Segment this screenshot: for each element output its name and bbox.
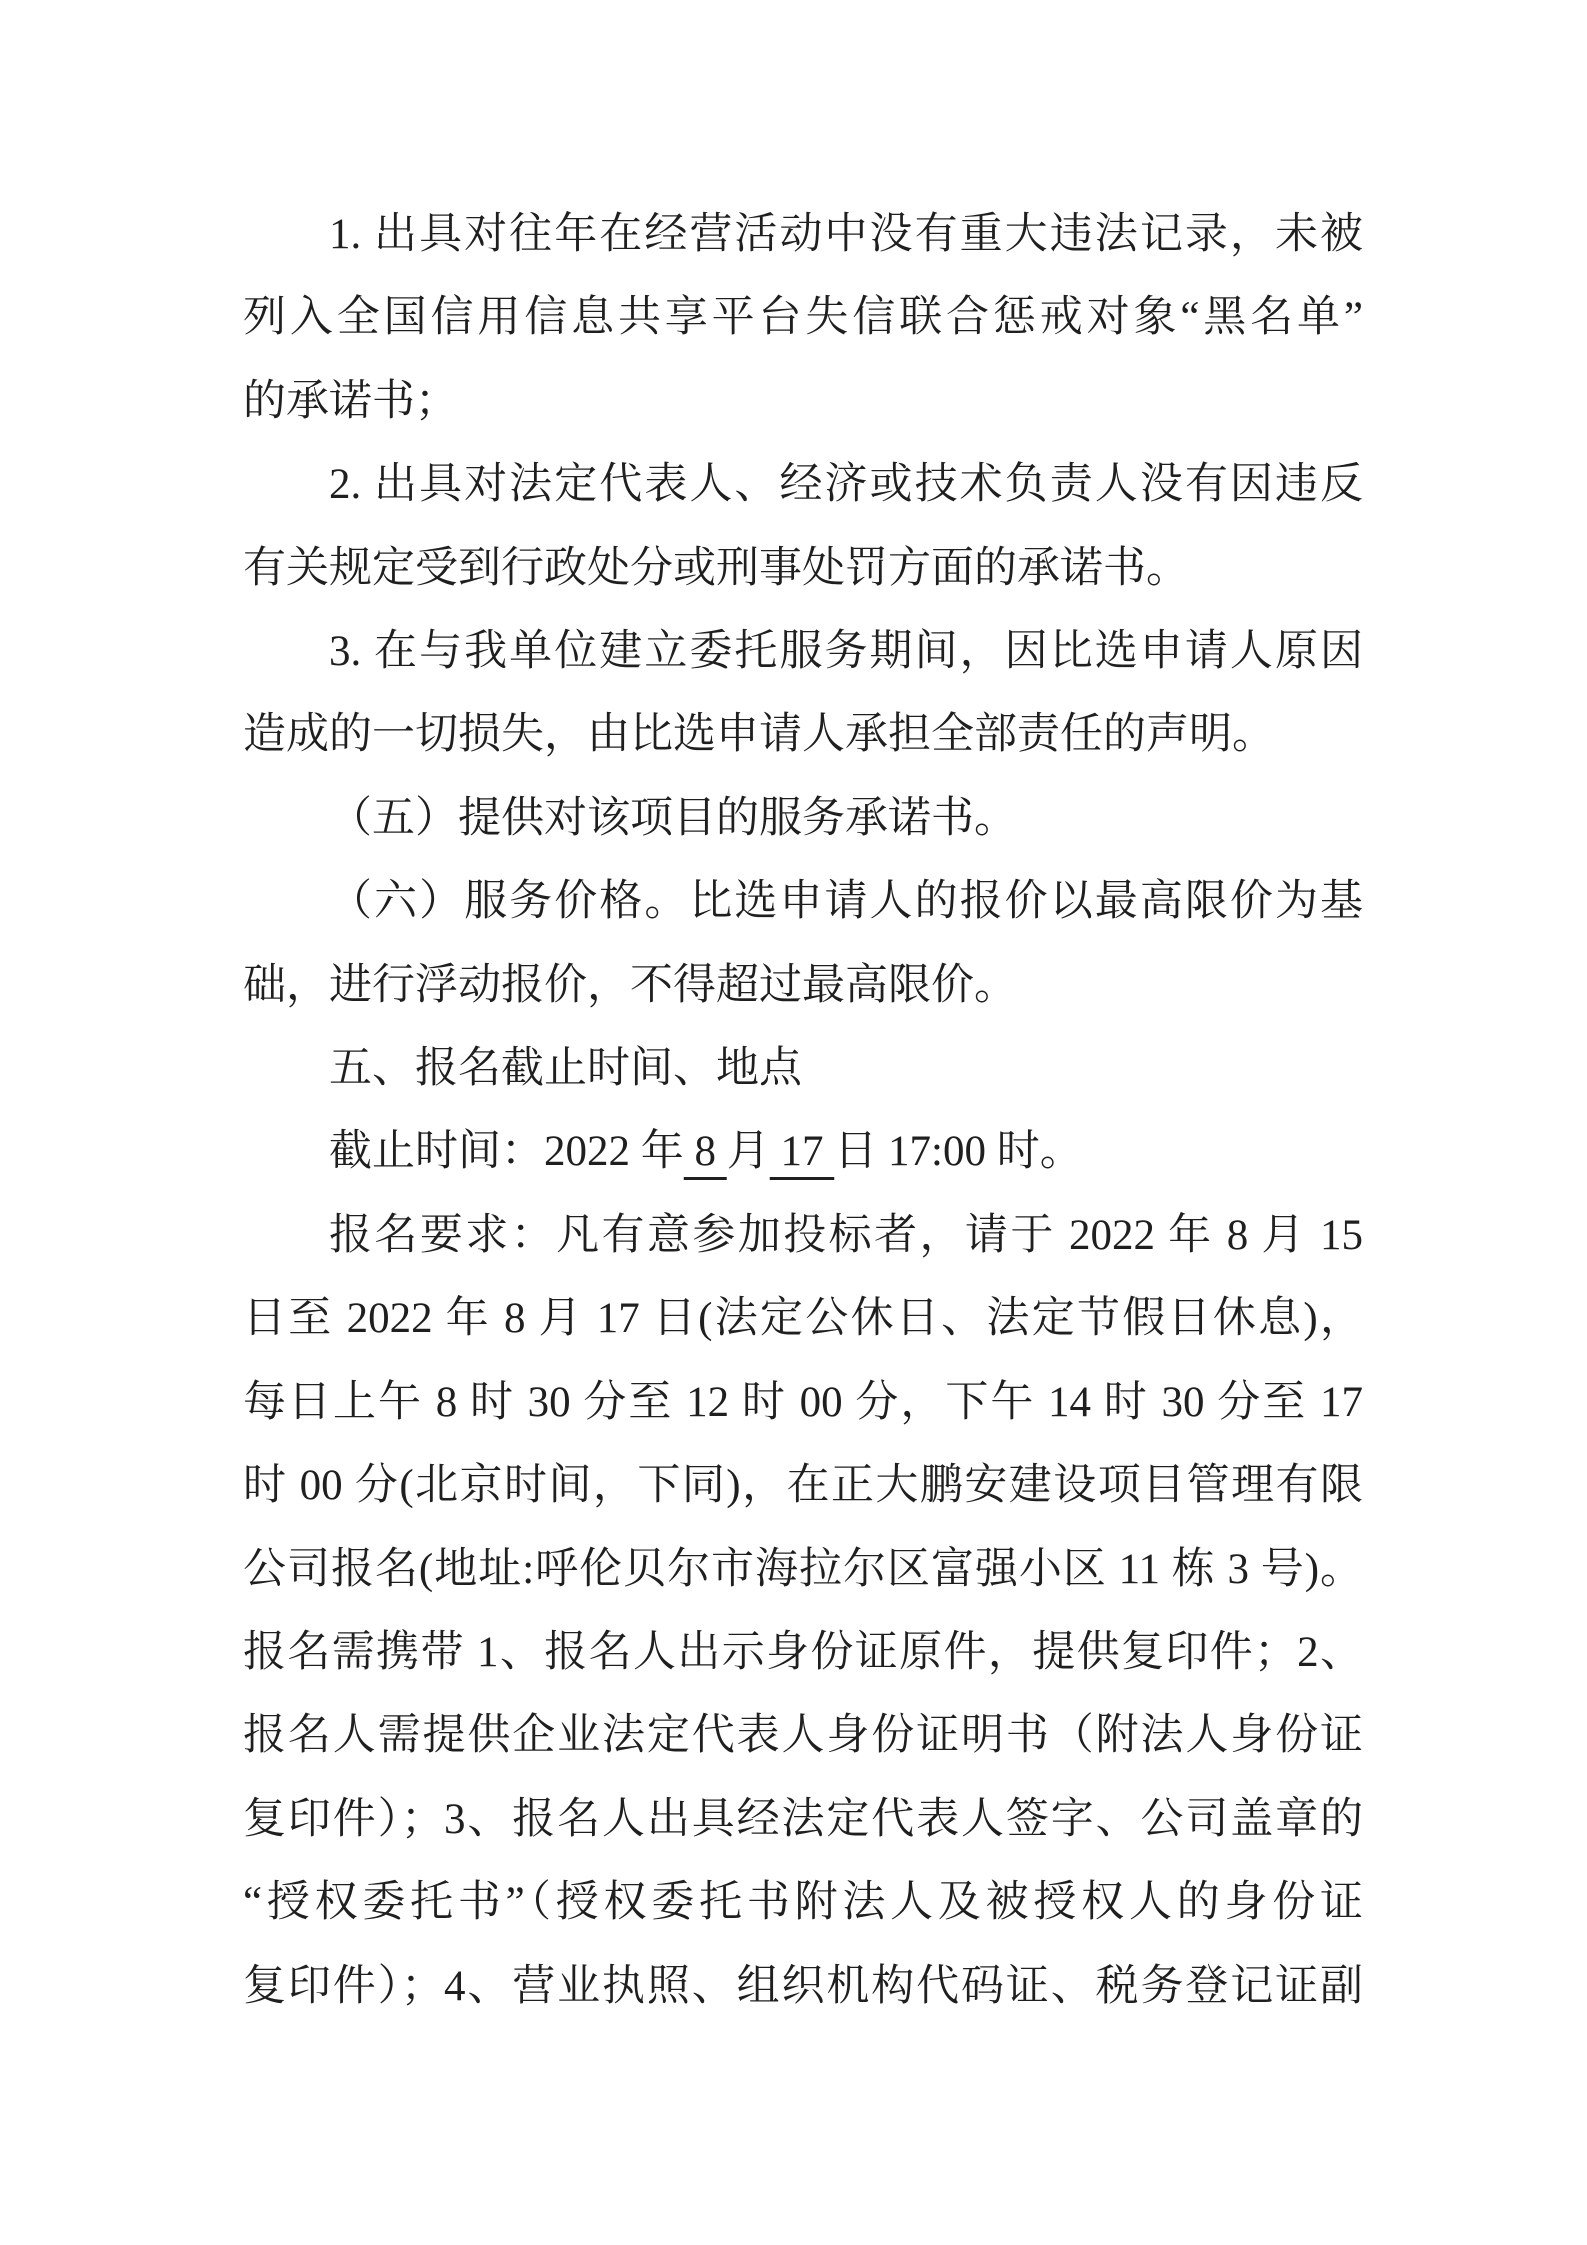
text-line: [243, 1694, 1363, 1777]
text-segment: “授权委托书”（授权委托书附法人及被授权人的身份证: [243, 1879, 1363, 1927]
text-line: [243, 1277, 1363, 1360]
text-segment: 月: [726, 1128, 770, 1176]
text-segment: （六）服务价格。比选申请人的报价以最高限价为基: [329, 878, 1363, 926]
text-segment: 报名需携带 1、报名人出示身份证原件，提供复印件；2、: [243, 1628, 1363, 1676]
text-segment: 列入全国信用信息共享平台失信联合惩戒对象“黑名单”: [243, 294, 1363, 342]
text-line: [243, 1861, 1363, 1944]
text-line: [243, 1444, 1363, 1527]
text-segment: 报名要求：凡有意参加投标者，请于 2022 年 8 月 15: [329, 1211, 1363, 1259]
text-line: [243, 443, 1363, 526]
text-segment: 有关规定受到行政处分或刑事处罚方面的承诺书。: [243, 544, 1189, 592]
text-line: [243, 1110, 1363, 1193]
text-segment: 截止时间：2022 年: [329, 1128, 684, 1176]
text-line: [243, 527, 1363, 610]
text-line: [243, 693, 1363, 776]
text-line: [243, 360, 1363, 443]
text-segment: 日至 2022 年 8 月 17 日(法定公休日、法定节假日休息)，: [243, 1295, 1363, 1343]
text-segment: 复印件）；4、营业执照、组织机构代码证、税务登记证副: [243, 1962, 1363, 2010]
text-segment: 2. 出具对法定代表人、经济或技术负责人没有因违反: [329, 461, 1363, 509]
text-segment: 日 17:00 时。: [834, 1128, 1083, 1176]
text-line: [243, 777, 1363, 860]
text-line: [243, 1194, 1363, 1277]
text-segment: （五）提供对该项目的服务承诺书。: [329, 794, 1017, 842]
text-line: [243, 610, 1363, 693]
text-line: [243, 1361, 1363, 1444]
text-segment: 的承诺书；: [243, 377, 458, 425]
underlined-fill-in-text: 8: [683, 1128, 727, 1176]
text-segment: 1. 出具对往年在经营活动中没有重大违法记录，未被: [329, 211, 1363, 258]
text-line: [243, 276, 1363, 359]
text-segment: 每日上午 8 时 30 分至 12 时 00 分，下午 14 时 30 分至 17: [243, 1378, 1363, 1426]
document-body: [243, 193, 1363, 2028]
text-line: [243, 1778, 1363, 1861]
text-line: [243, 1945, 1363, 2028]
text-line: [243, 1027, 1363, 1110]
text-line: [243, 193, 1363, 276]
underlined-fill-in-text: 17: [769, 1128, 835, 1176]
text-segment: 报名人需提供企业法定代表人身份证明书（附法人身份证: [243, 1712, 1363, 1760]
text-segment: 3. 在与我单位建立委托服务期间，因比选申请人原因: [329, 628, 1363, 676]
text-segment: 造成的一切损失，由比选申请人承担全部责任的声明。: [243, 711, 1275, 759]
text-segment: 时 00 分(北京时间，下同)，在正大鹏安建设项目管理有限: [243, 1462, 1363, 1510]
text-line: [243, 860, 1363, 943]
text-segment: 五、报名截止时间、地点: [329, 1045, 802, 1093]
text-segment: 复印件）；3、报名人出具经法定代表人签字、公司盖章的: [243, 1795, 1363, 1843]
text-line: [243, 1611, 1363, 1694]
text-line: [243, 944, 1363, 1027]
text-segment: 础，进行浮动报价，不得超过最高限价。: [243, 961, 1017, 1009]
text-line: [243, 1528, 1363, 1611]
text-segment: 公司报名(地址:呼伦贝尔市海拉尔区富强小区 11 栋 3 号)。: [243, 1545, 1363, 1593]
